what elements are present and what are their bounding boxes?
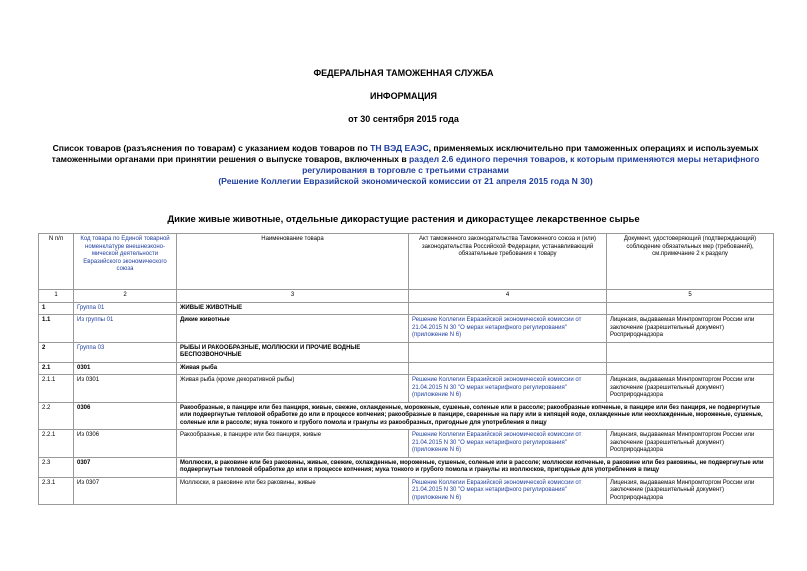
col-number: 4	[409, 290, 607, 303]
table-row	[39, 430, 774, 458]
row-code: 0306	[74, 402, 177, 430]
row-doc: Лицензия, выдаваемая Минпромторгом России или заключение (разрешительный документ) Росприроднадзора	[607, 315, 774, 343]
col-number: 2	[74, 290, 177, 303]
row-name: ЖИВЫЕ ЖИВОТНЫЕ	[177, 302, 409, 315]
row-code[interactable]: Группа 01	[74, 302, 177, 315]
row-name: Живая рыба (кроме декоративной рыбы)	[177, 375, 409, 403]
row-act	[409, 342, 607, 362]
row-code: Из 0306	[74, 430, 177, 458]
table-row	[39, 315, 774, 343]
row-num: 1	[39, 302, 74, 315]
row-num: 2.1	[39, 362, 74, 375]
col-header-code	[74, 234, 177, 290]
row-name: Ракообразные, в панцире или без панциря, живые	[177, 430, 409, 458]
col-header-code-text[interactable]: Код товара по Единой товарной номенклатуре внешнеэконо- мической деятельности Евразийского экономического союза	[80, 236, 170, 272]
row-code: Из 0301	[74, 375, 177, 403]
row-act[interactable]: Решение Коллегии Евразийской экономической комиссии от 21.04.2015 N 30 "О мерах нетарифного регулирования" (приложение N 6)	[409, 315, 607, 343]
table-row	[39, 302, 774, 315]
row-doc: Лицензия, выдаваемая Минпромторгом России или заключение (разрешительный документ) Росприроднадзора	[607, 375, 774, 403]
row-num: 2	[39, 342, 74, 362]
row-name: Дикие животные	[177, 315, 409, 343]
row-code[interactable]: Из группы 01	[74, 315, 177, 343]
row-doc	[607, 342, 774, 362]
col-number: 3	[177, 290, 409, 303]
col-header-doc: Документ, удостоверяющий (подтверждающий) соблюдение обязательных мер (требований), см.примечание 2 к разделу	[607, 234, 774, 290]
table-row	[39, 402, 774, 430]
col-header-act: Акт таможенного законодательства Таможенного союза и (или) законодательства Российской Федерации, устанавливающий обязательные требования к товару	[409, 234, 607, 290]
table-row	[39, 477, 774, 505]
row-act[interactable]: Решение Коллегии Евразийской экономической комиссии от 21.04.2015 N 30 "О мерах нетарифного регулирования" (приложение N 6)	[409, 430, 607, 458]
column-number-row	[39, 290, 774, 303]
col-header-name: Наименование товара	[177, 234, 409, 290]
row-num: 1.1	[39, 315, 74, 343]
row-num: 2.3.1	[39, 477, 74, 505]
row-doc	[607, 302, 774, 315]
intro-text-1: Список товаров (разъяснения по товарам) с указанием кодов товаров по	[52, 143, 371, 153]
table-row	[39, 375, 774, 403]
row-act[interactable]: Решение Коллегии Евразийской экономической комиссии от 21.04.2015 N 30 "О мерах нетарифного регулирования" (приложение N 6)	[409, 375, 607, 403]
doc-date: от 30 сентября 2015 года	[348, 114, 459, 124]
row-name: Ракообразные, в панцире или без панциря, живые, свежие, охлажденные, мороженые, сушеные, соленые или в рассоле; ракообразные копченые, в панцире или без панциря, не подвергнутые или подвергнутые тепловой обработке до или в процессе копчения; ракообразные в панцире, сваренные на пару или в кипящей воде, охлажденные или неохлажденные, мороженые, сушеные, соленые или в рассоле; мука тонкого и грубого помола и гранулы из ракообразных, пригодные для употребления в пищу	[177, 402, 774, 430]
row-code: Из 0307	[74, 477, 177, 505]
row-act	[409, 302, 607, 315]
tnved-link[interactable]: ТН ВЭД ЕАЭС	[370, 143, 429, 153]
table-row	[39, 457, 774, 477]
row-doc: Лицензия, выдаваемая Минпромторгом России или заключение (разрешительный документ) Росприроднадзора	[607, 430, 774, 458]
table-header-row	[39, 234, 774, 290]
section-subtitle: Дикие живые животные, отдельные дикорастущие растения и дикорастущее лекарственное сырье	[167, 214, 640, 225]
row-code[interactable]: Группа 03	[74, 342, 177, 362]
section-2-6-link[interactable]: раздел 2.6 единого перечня товаров, к которым применяются меры нетарифного регулирования в торговле с третьими странами	[302, 154, 760, 175]
row-name: РЫБЫ И РАКООБРАЗНЫЕ, МОЛЛЮСКИ И ПРОЧИЕ ВОДНЫЕ БЕСПОЗВОНОЧНЫЕ	[177, 342, 409, 362]
col-header-num: N п/п	[39, 234, 74, 290]
row-num: 2.3	[39, 457, 74, 477]
row-name: Живая рыба	[177, 362, 409, 375]
row-act[interactable]: Решение Коллегии Евразийской экономической комиссии от 21.04.2015 N 30 "О мерах нетарифного регулирования" (приложение N 6)	[409, 477, 607, 505]
row-name: Моллюски, в раковине или без раковины, живые	[177, 477, 409, 505]
row-doc	[607, 362, 774, 375]
row-num: 2.2.1	[39, 430, 74, 458]
col-number: 1	[39, 290, 74, 303]
table-row	[39, 362, 774, 375]
doc-type-title: ИНФОРМАЦИЯ	[369, 91, 438, 101]
row-name: Моллюски, в раковине или без раковины, живые, свежие, охлажденные, мороженые, сушеные, соленые или в рассоле; моллюски копченые, в раковине или без раковины, не подвергнутые или подвергнутые тепловой обработке до или в процессе копчения; мука тонкого и грубого помола и гранулы из моллюсков, пригодные для употребления в пищу	[177, 457, 774, 477]
agency-title: ФЕДЕРАЛЬНАЯ ТАМОЖЕННАЯ СЛУЖБА	[313, 68, 494, 78]
row-act	[409, 362, 607, 375]
goods-table	[38, 233, 774, 505]
row-doc: Лицензия, выдаваемая Минпромторгом России или заключение (разрешительный документ) Росприроднадзора	[607, 477, 774, 505]
row-code: 0301	[74, 362, 177, 375]
col-number: 5	[607, 290, 774, 303]
decision-link[interactable]: (Решение Коллегии Евразийской экономической комиссии от 21 апреля 2015 года N 30)	[218, 176, 593, 186]
intro-paragraph	[38, 143, 773, 187]
row-code: 0307	[74, 457, 177, 477]
row-num: 2.2	[39, 402, 74, 430]
table-row	[39, 342, 774, 362]
row-num: 2.1.1	[39, 375, 74, 403]
intro-text-2: , применяемых исключительно при таможенных операциях и используемых таможенными органами при принятии решения о выпуске товаров, включенных в	[51, 143, 759, 164]
